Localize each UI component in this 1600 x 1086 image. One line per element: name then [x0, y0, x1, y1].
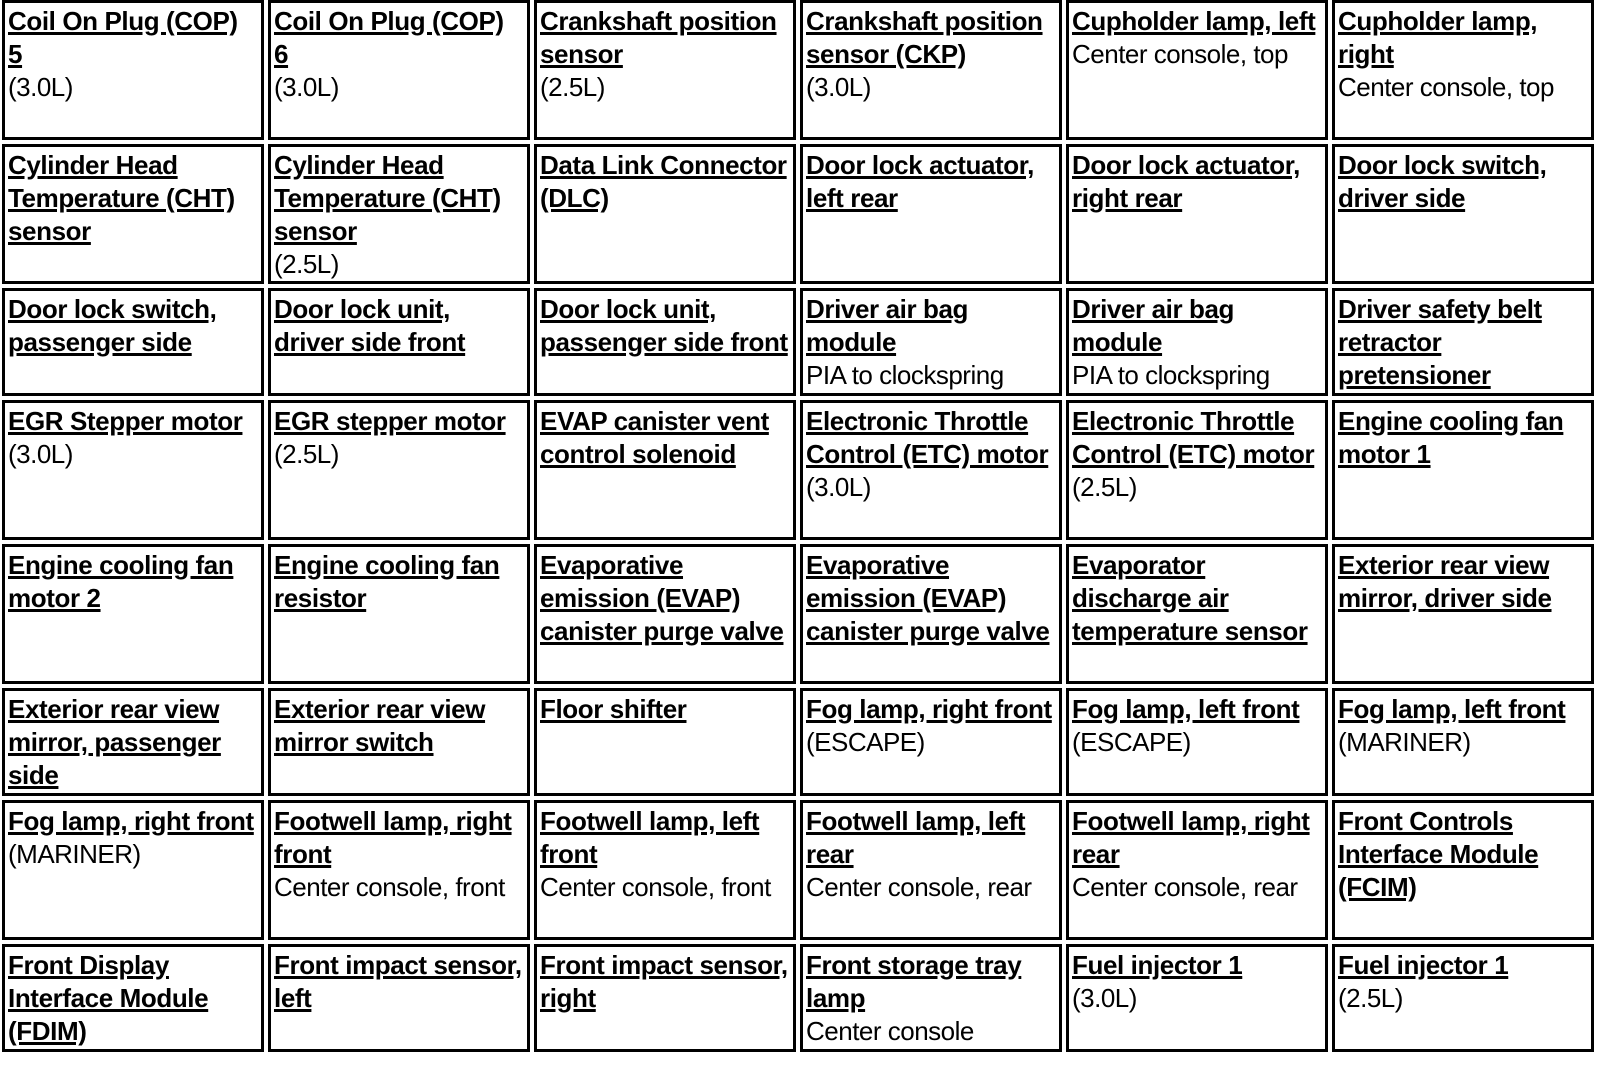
component-link[interactable]: Driver air bag module — [806, 294, 969, 357]
table-row — [2, 288, 1594, 396]
component-link[interactable]: Crankshaft position sensor — [540, 6, 777, 69]
component-cell — [268, 944, 530, 1052]
component-cell — [1066, 544, 1328, 684]
component-cell — [1332, 400, 1594, 540]
component-cell — [534, 944, 796, 1052]
component-link[interactable]: EVAP canister vent control solenoid — [540, 406, 769, 469]
component-link[interactable]: Driver air bag module — [1072, 294, 1235, 357]
component-link[interactable]: Exterior rear view mirror, passenger side — [8, 694, 221, 790]
component-cell — [1066, 144, 1328, 284]
component-location-note: (3.0L) — [8, 439, 73, 469]
component-cell — [1066, 288, 1328, 396]
component-link[interactable]: Exterior rear view mirror switch — [274, 694, 486, 757]
component-link[interactable]: Crankshaft position sensor (CKP) — [806, 6, 1043, 69]
component-link[interactable]: Fog lamp, right front — [806, 694, 1052, 724]
component-link[interactable]: Electronic Throttle Control (ETC) motor — [806, 406, 1049, 469]
component-link[interactable]: Engine cooling fan resistor — [274, 550, 500, 613]
component-cell — [1332, 688, 1594, 796]
component-link[interactable]: Cylinder Head Temperature (CHT) sensor — [8, 150, 235, 246]
component-link[interactable]: Front Display Interface Module (FDIM) — [8, 950, 209, 1046]
component-link[interactable]: Coil On Plug (COP) 6 — [274, 6, 504, 69]
table-body — [2, 0, 1594, 1052]
component-location-note: (3.0L) — [806, 472, 871, 502]
component-location-note: Center console — [806, 1016, 974, 1046]
component-link[interactable]: Driver safety belt retractor pretensioner — [1338, 294, 1542, 390]
component-location-note: Center console, front — [540, 872, 771, 902]
component-location-note: Center console, front — [274, 872, 505, 902]
component-link[interactable]: Front storage tray lamp — [806, 950, 1022, 1013]
component-cell — [1066, 0, 1328, 140]
component-location-note: Center console, top — [1338, 72, 1554, 102]
table-row — [2, 688, 1594, 796]
component-link[interactable]: Fuel injector 1 — [1338, 950, 1509, 980]
component-location-note: (3.0L) — [806, 72, 871, 102]
component-location-note: (3.0L) — [8, 72, 73, 102]
component-link[interactable]: Engine cooling fan motor 2 — [8, 550, 234, 613]
table-row — [2, 144, 1594, 284]
component-location-note: (ESCAPE) — [806, 727, 925, 757]
component-location-note: PIA to clockspring — [1072, 360, 1270, 390]
component-cell — [534, 800, 796, 940]
component-cell — [1066, 400, 1328, 540]
component-cell — [2, 800, 264, 940]
component-link[interactable]: Cupholder lamp, left — [1072, 6, 1316, 36]
component-cell — [1066, 800, 1328, 940]
component-link[interactable]: Electronic Throttle Control (ETC) motor — [1072, 406, 1315, 469]
component-cell — [1066, 944, 1328, 1052]
component-location-note: PIA to clockspring — [806, 360, 1004, 390]
component-link[interactable]: Footwell lamp, left front — [540, 806, 760, 869]
component-link[interactable]: Footwell lamp, left rear — [806, 806, 1026, 869]
component-link[interactable]: Evaporative emission (EVAP) canister purge valve — [806, 550, 1050, 646]
component-link[interactable]: Cupholder lamp, right — [1338, 6, 1538, 69]
component-link[interactable]: Fog lamp, left front — [1072, 694, 1300, 724]
component-cell — [800, 400, 1062, 540]
table-row — [2, 400, 1594, 540]
component-cell — [268, 144, 530, 284]
component-cell — [1332, 288, 1594, 396]
component-cell — [268, 688, 530, 796]
component-cell — [800, 688, 1062, 796]
component-link[interactable]: Front impact sensor, right — [540, 950, 788, 1013]
component-cell — [800, 944, 1062, 1052]
component-location-note: Center console, top — [1072, 39, 1288, 69]
component-cell — [534, 0, 796, 140]
component-cell — [534, 144, 796, 284]
component-link[interactable]: Floor shifter — [540, 694, 687, 724]
component-link[interactable]: Door lock unit, driver side front — [274, 294, 466, 357]
component-cell — [800, 0, 1062, 140]
component-cell — [800, 544, 1062, 684]
component-cell — [2, 544, 264, 684]
component-link[interactable]: Fog lamp, left front — [1338, 694, 1566, 724]
component-cell — [534, 688, 796, 796]
component-link[interactable]: EGR Stepper motor — [8, 406, 243, 436]
component-link[interactable]: Cylinder Head Temperature (CHT) sensor — [274, 150, 501, 246]
component-link[interactable]: Door lock unit, passenger side front — [540, 294, 788, 357]
component-cell — [1066, 688, 1328, 796]
component-cell — [800, 800, 1062, 940]
component-link[interactable]: Data Link Connector (DLC) — [540, 150, 787, 213]
component-location-note: (MARINER) — [8, 839, 141, 869]
component-link[interactable]: Evaporator discharge air temperature sensor — [1072, 550, 1308, 646]
table-row — [2, 544, 1594, 684]
component-cell — [2, 144, 264, 284]
component-cell — [2, 0, 264, 140]
component-link[interactable]: Evaporative emission (EVAP) canister purge valve — [540, 550, 784, 646]
component-location-note: (2.5L) — [1072, 472, 1137, 502]
component-link[interactable]: EGR stepper motor — [274, 406, 506, 436]
component-link[interactable]: Footwell lamp, right front — [274, 806, 512, 869]
component-link[interactable]: Footwell lamp, right rear — [1072, 806, 1310, 869]
component-location-note: (3.0L) — [1072, 983, 1137, 1013]
component-cell — [800, 144, 1062, 284]
component-link[interactable]: Engine cooling fan motor 1 — [1338, 406, 1564, 469]
component-cell — [2, 288, 264, 396]
component-location-note: (2.5L) — [1338, 983, 1403, 1013]
component-location-note: Center console, rear — [806, 872, 1032, 902]
component-cell — [1332, 944, 1594, 1052]
component-cell — [534, 544, 796, 684]
component-cell — [1332, 800, 1594, 940]
component-location-note: (ESCAPE) — [1072, 727, 1191, 757]
component-link[interactable]: Fuel injector 1 — [1072, 950, 1243, 980]
component-location-note: Center console, rear — [1072, 872, 1298, 902]
component-location-note: (2.5L) — [540, 72, 605, 102]
component-cell — [268, 400, 530, 540]
component-link[interactable]: Exterior rear view mirror, driver side — [1338, 550, 1552, 613]
component-cell — [268, 544, 530, 684]
component-link[interactable]: Door lock actuator, right rear — [1072, 150, 1300, 213]
component-location-note: (2.5L) — [274, 249, 339, 279]
component-cell — [2, 688, 264, 796]
component-link[interactable]: Front impact sensor, left — [274, 950, 522, 1013]
component-location-note: (3.0L) — [274, 72, 339, 102]
component-link[interactable]: Door lock switch, driver side — [1338, 150, 1547, 213]
component-link[interactable]: Fog lamp, right front — [8, 806, 254, 836]
component-location-note: (2.5L) — [274, 439, 339, 469]
component-cell — [2, 944, 264, 1052]
component-link[interactable]: Door lock actuator, left rear — [806, 150, 1034, 213]
table-row — [2, 800, 1594, 940]
table-row — [2, 0, 1594, 140]
component-cell — [1332, 0, 1594, 140]
component-link[interactable]: Door lock switch, passenger side — [8, 294, 217, 357]
component-link[interactable]: Coil On Plug (COP) 5 — [8, 6, 238, 69]
component-cell — [2, 400, 264, 540]
component-link[interactable]: Front Controls Interface Module (FCIM) — [1338, 806, 1539, 902]
component-cell — [268, 0, 530, 140]
component-location-note: (MARINER) — [1338, 727, 1471, 757]
component-cell — [534, 288, 796, 396]
component-cell — [268, 800, 530, 940]
component-cell — [268, 288, 530, 396]
table-row — [2, 944, 1594, 1052]
component-cell — [534, 400, 796, 540]
component-cell — [1332, 144, 1594, 284]
component-cell — [800, 288, 1062, 396]
component-cell — [1332, 544, 1594, 684]
